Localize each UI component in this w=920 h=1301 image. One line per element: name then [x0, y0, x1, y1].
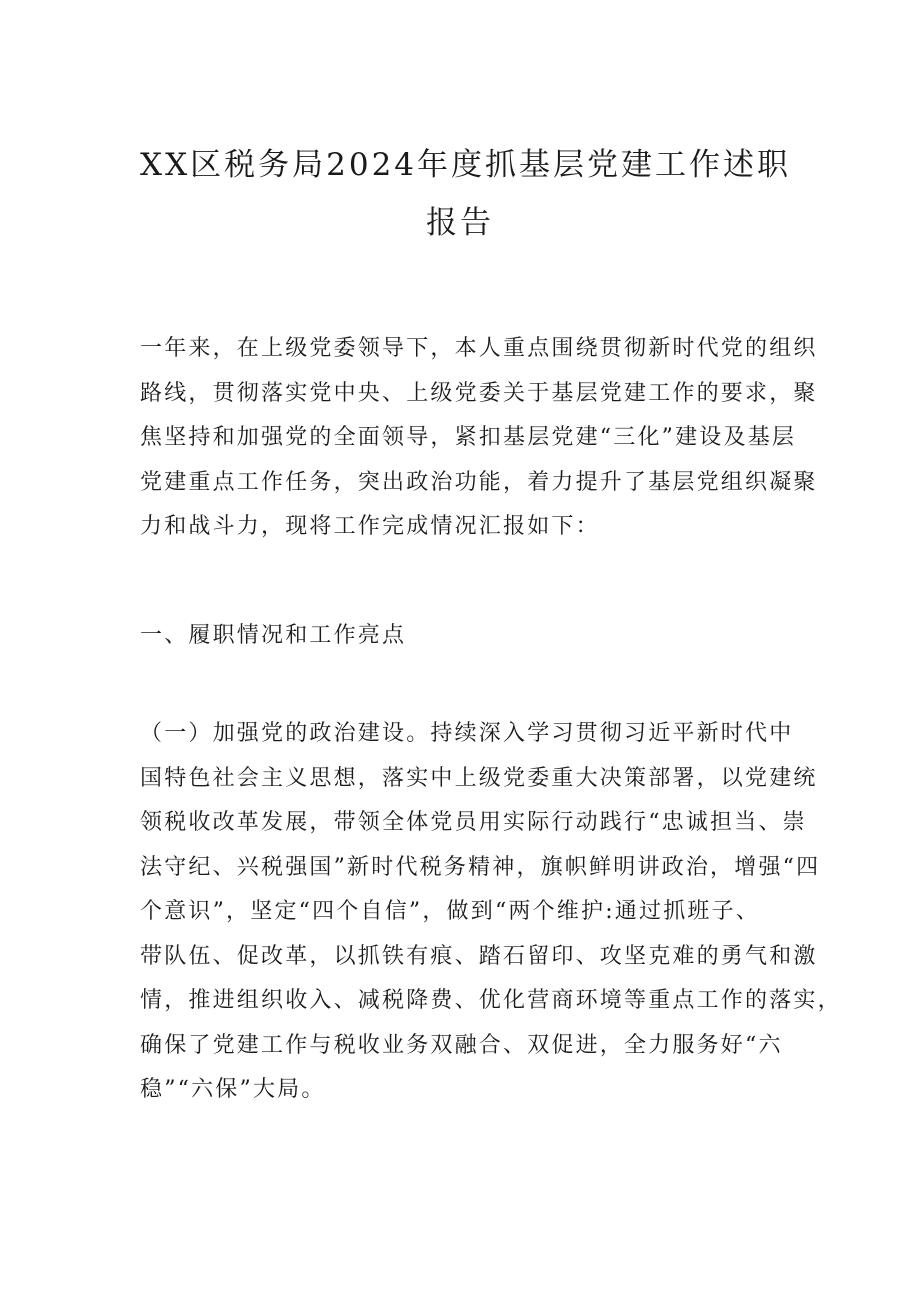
- text-line: 国特色社会主义思想，落实中上级党委重大决策部署，以党建统: [140, 765, 818, 791]
- text-line: 确保了党建工作与税收业务双融合、双促进，全力服务好“六: [140, 1032, 783, 1058]
- item-paragraph-1: [140, 712, 842, 1113]
- text-line: 力和战斗力，现将工作完成情况汇报如下：: [140, 514, 600, 539]
- heading-text: 一、履职情况和工作亮点: [140, 623, 407, 648]
- text-line: （一）加强党的政治建设。持续深入学习贯彻习近平新时代中: [140, 721, 794, 746]
- text-line: 一年来，在上级党委领导下，本人重点围绕贯彻新时代党的组织: [140, 336, 818, 361]
- text-line: 法守纪、兴税强国”新时代税务精神，旗帜鲜明讲政治，增强“四: [140, 854, 821, 880]
- text-line: 路线，贯彻落实党中央、上级党委关于基层党建工作的要求，聚: [140, 380, 818, 406]
- section-heading: [140, 614, 790, 659]
- document-title: [140, 136, 792, 252]
- text-line: 党建重点工作任务，突出政治功能，着力提升了基层党组织凝聚: [140, 469, 818, 495]
- text-line: 个意识”，坚定“四个自信”，做到“两个维护:通过抓班子、: [140, 899, 761, 924]
- text-line: 焦坚持和加强党的全面领导，紧扣基层党建“三化”建设及基层: [140, 425, 797, 450]
- text-line: 领税收改革发展，带领全体党员用实际行动践行“忠诚担当、崇: [140, 810, 807, 835]
- intro-paragraph: [140, 327, 818, 550]
- text-line: 带队伍、促改革，以抓铁有痕、踏石留印、攻坚克难的勇气和激: [140, 943, 818, 969]
- title-line: 报告: [426, 205, 494, 241]
- text-line: 情，推进组织收入、减税降费、优化营商环境等重点工作的落实，: [140, 988, 842, 1013]
- title-line: XX区税务局2024年度抓基层党建工作述职: [140, 147, 792, 183]
- text-line: 稳”“六保”大局。: [140, 1077, 326, 1102]
